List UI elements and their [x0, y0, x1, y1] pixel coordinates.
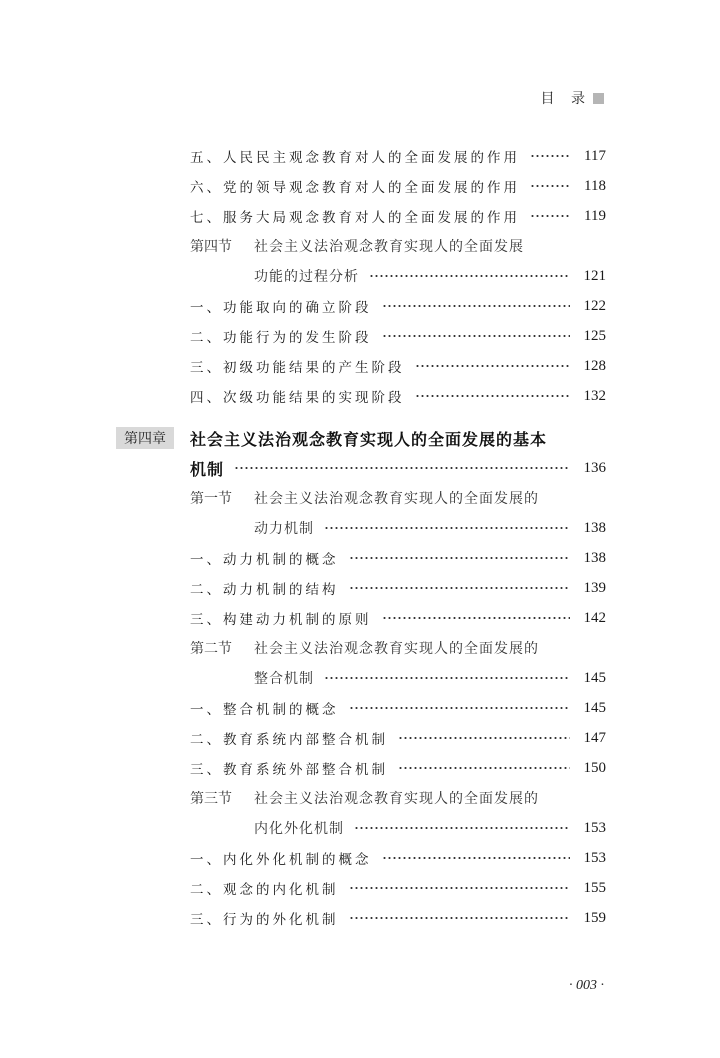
toc-page-number: 121: [583, 267, 606, 284]
toc-entry-title: 二、观念的内化机制: [190, 882, 339, 898]
toc-entry-title: 六、党的领导观念教育对人的全面发展的作用: [190, 180, 520, 196]
toc-dot-leader: [382, 851, 571, 865]
toc-page-number: 145: [583, 669, 606, 686]
toc-dot-leader: [415, 389, 571, 403]
toc-page-number: 145: [583, 699, 606, 716]
toc-entry-title: 五、人民民主观念教育对人的全面发展的作用: [190, 150, 520, 166]
toc-section-label: 第一节: [190, 491, 232, 507]
running-head: [541, 88, 604, 108]
toc-page-number: 150: [583, 759, 606, 776]
toc-entry[interactable]: [190, 875, 606, 901]
toc-entry-title: 三、初级功能结果的产生阶段: [190, 360, 405, 376]
toc-page-number: 138: [583, 549, 606, 566]
toc-entry-title: 功能的过程分析: [254, 269, 359, 285]
toc-entry-title: 一、功能取向的确立阶段: [190, 300, 372, 316]
toc-page-number: 153: [583, 819, 606, 836]
toc-page-number: 153: [583, 849, 606, 866]
toc-page-number: 125: [583, 327, 606, 344]
toc-dot-leader: [382, 299, 571, 313]
toc-entry-title: 机制: [190, 459, 225, 479]
toc-entry-title: 七、服务大局观念教育对人的全面发展的作用: [190, 210, 520, 226]
toc-entry[interactable]: [254, 263, 606, 289]
toc-dot-leader: [349, 551, 571, 565]
toc-entry-title: 社会主义法治观念教育实现人的全面发展的基本: [190, 429, 548, 449]
toc-entry[interactable]: [190, 293, 606, 319]
toc-dot-leader: [415, 359, 571, 373]
toc-section-label: 第四节: [190, 239, 232, 255]
toc-section-label: 第三节: [190, 791, 232, 807]
toc-page-number: 128: [583, 357, 606, 374]
toc-entry-title: 社会主义法治观念教育实现人的全面发展的: [254, 791, 539, 807]
toc-entry[interactable]: [190, 905, 606, 931]
toc-entry-title: 四、次级功能结果的实现阶段: [190, 390, 405, 406]
toc-entry-title: 三、教育系统外部整合机制: [190, 762, 388, 778]
toc-dot-leader: [530, 149, 570, 163]
toc-page-number: 138: [583, 519, 606, 536]
toc-entry[interactable]: [190, 635, 606, 661]
toc-entry[interactable]: [190, 383, 606, 409]
toc-page-number: 132: [583, 387, 606, 404]
toc-dot-leader: [398, 761, 570, 775]
toc-entry[interactable]: [190, 605, 606, 631]
toc-page-number: 136: [583, 459, 606, 476]
toc-entry-title: 社会主义法治观念教育实现人的全面发展的: [254, 641, 539, 657]
toc-page-number: 139: [583, 579, 606, 596]
toc-entry[interactable]: [190, 485, 606, 511]
toc-section-label: 第二节: [190, 641, 232, 657]
toc-entry[interactable]: [190, 143, 606, 169]
toc-dot-leader: [349, 911, 571, 925]
toc-entry[interactable]: [254, 815, 606, 841]
toc-dot-leader: [398, 731, 570, 745]
toc-entry-title: 动力机制: [254, 521, 314, 537]
toc-entry[interactable]: [190, 545, 606, 571]
toc-page-number: 118: [584, 177, 606, 194]
toc-dot-leader: [382, 611, 571, 625]
toc-dot-leader: [349, 701, 571, 715]
toc-entry[interactable]: [190, 695, 606, 721]
toc-page-number: 155: [583, 879, 606, 896]
toc-dot-leader: [349, 881, 571, 895]
toc-dot-leader: [369, 269, 570, 283]
toc-dot-leader: [354, 821, 570, 835]
toc-dot-leader: [382, 329, 571, 343]
toc-entry[interactable]: [254, 515, 606, 541]
toc-entry-title: 一、整合机制的概念: [190, 702, 339, 718]
toc-page-number: 147: [583, 729, 606, 746]
toc-entry-title: 三、行为的外化机制: [190, 912, 339, 928]
toc-entry-title: 三、构建动力机制的原则: [190, 612, 372, 628]
toc-entry[interactable]: [190, 845, 606, 871]
toc-entry[interactable]: [190, 575, 606, 601]
toc-dot-leader: [349, 581, 571, 595]
toc-entry[interactable]: [190, 323, 606, 349]
toc-entry[interactable]: [190, 785, 606, 811]
toc-entry[interactable]: [190, 755, 606, 781]
toc-entry[interactable]: [190, 233, 606, 259]
toc-entry-title: 一、内化外化机制的概念: [190, 852, 372, 868]
toc-entry-title: 二、教育系统内部整合机制: [190, 732, 388, 748]
toc-page-number: 119: [584, 207, 606, 224]
toc-entry-title: 二、动力机制的结构: [190, 582, 339, 598]
page-number: · 003 ·: [569, 978, 604, 993]
toc-entry[interactable]: [190, 455, 606, 481]
toc-entry[interactable]: [190, 203, 606, 229]
toc-dot-leader: [530, 179, 570, 193]
toc-entry[interactable]: [190, 173, 606, 199]
toc-dot-leader: [234, 461, 570, 475]
toc-entry-title: 社会主义法治观念教育实现人的全面发展: [254, 239, 524, 255]
toc-entry-title: 二、功能行为的发生阶段: [190, 330, 372, 346]
running-head-title: 目 录: [540, 91, 591, 107]
toc-entry-title: 整合机制: [254, 671, 314, 687]
toc-page-number: 142: [583, 609, 606, 626]
running-head-square-icon: [593, 93, 604, 104]
toc-page-number: 122: [583, 297, 606, 314]
toc-dot-leader: [324, 671, 570, 685]
toc-dot-leader: [530, 209, 570, 223]
toc-entry-title: 内化外化机制: [254, 821, 344, 837]
toc-entry[interactable]: [254, 665, 606, 691]
toc-page-number: 117: [584, 147, 606, 164]
toc-dot-leader: [324, 521, 570, 535]
toc-chapter-label: 第四章: [116, 427, 174, 449]
toc-entry-title: 一、动力机制的概念: [190, 552, 339, 568]
toc-entry[interactable]: [190, 725, 606, 751]
toc-entry-title: 社会主义法治观念教育实现人的全面发展的: [254, 491, 539, 507]
toc-entry[interactable]: [190, 353, 606, 379]
toc-page-number: 159: [583, 909, 606, 926]
toc-entry[interactable]: [190, 425, 606, 451]
